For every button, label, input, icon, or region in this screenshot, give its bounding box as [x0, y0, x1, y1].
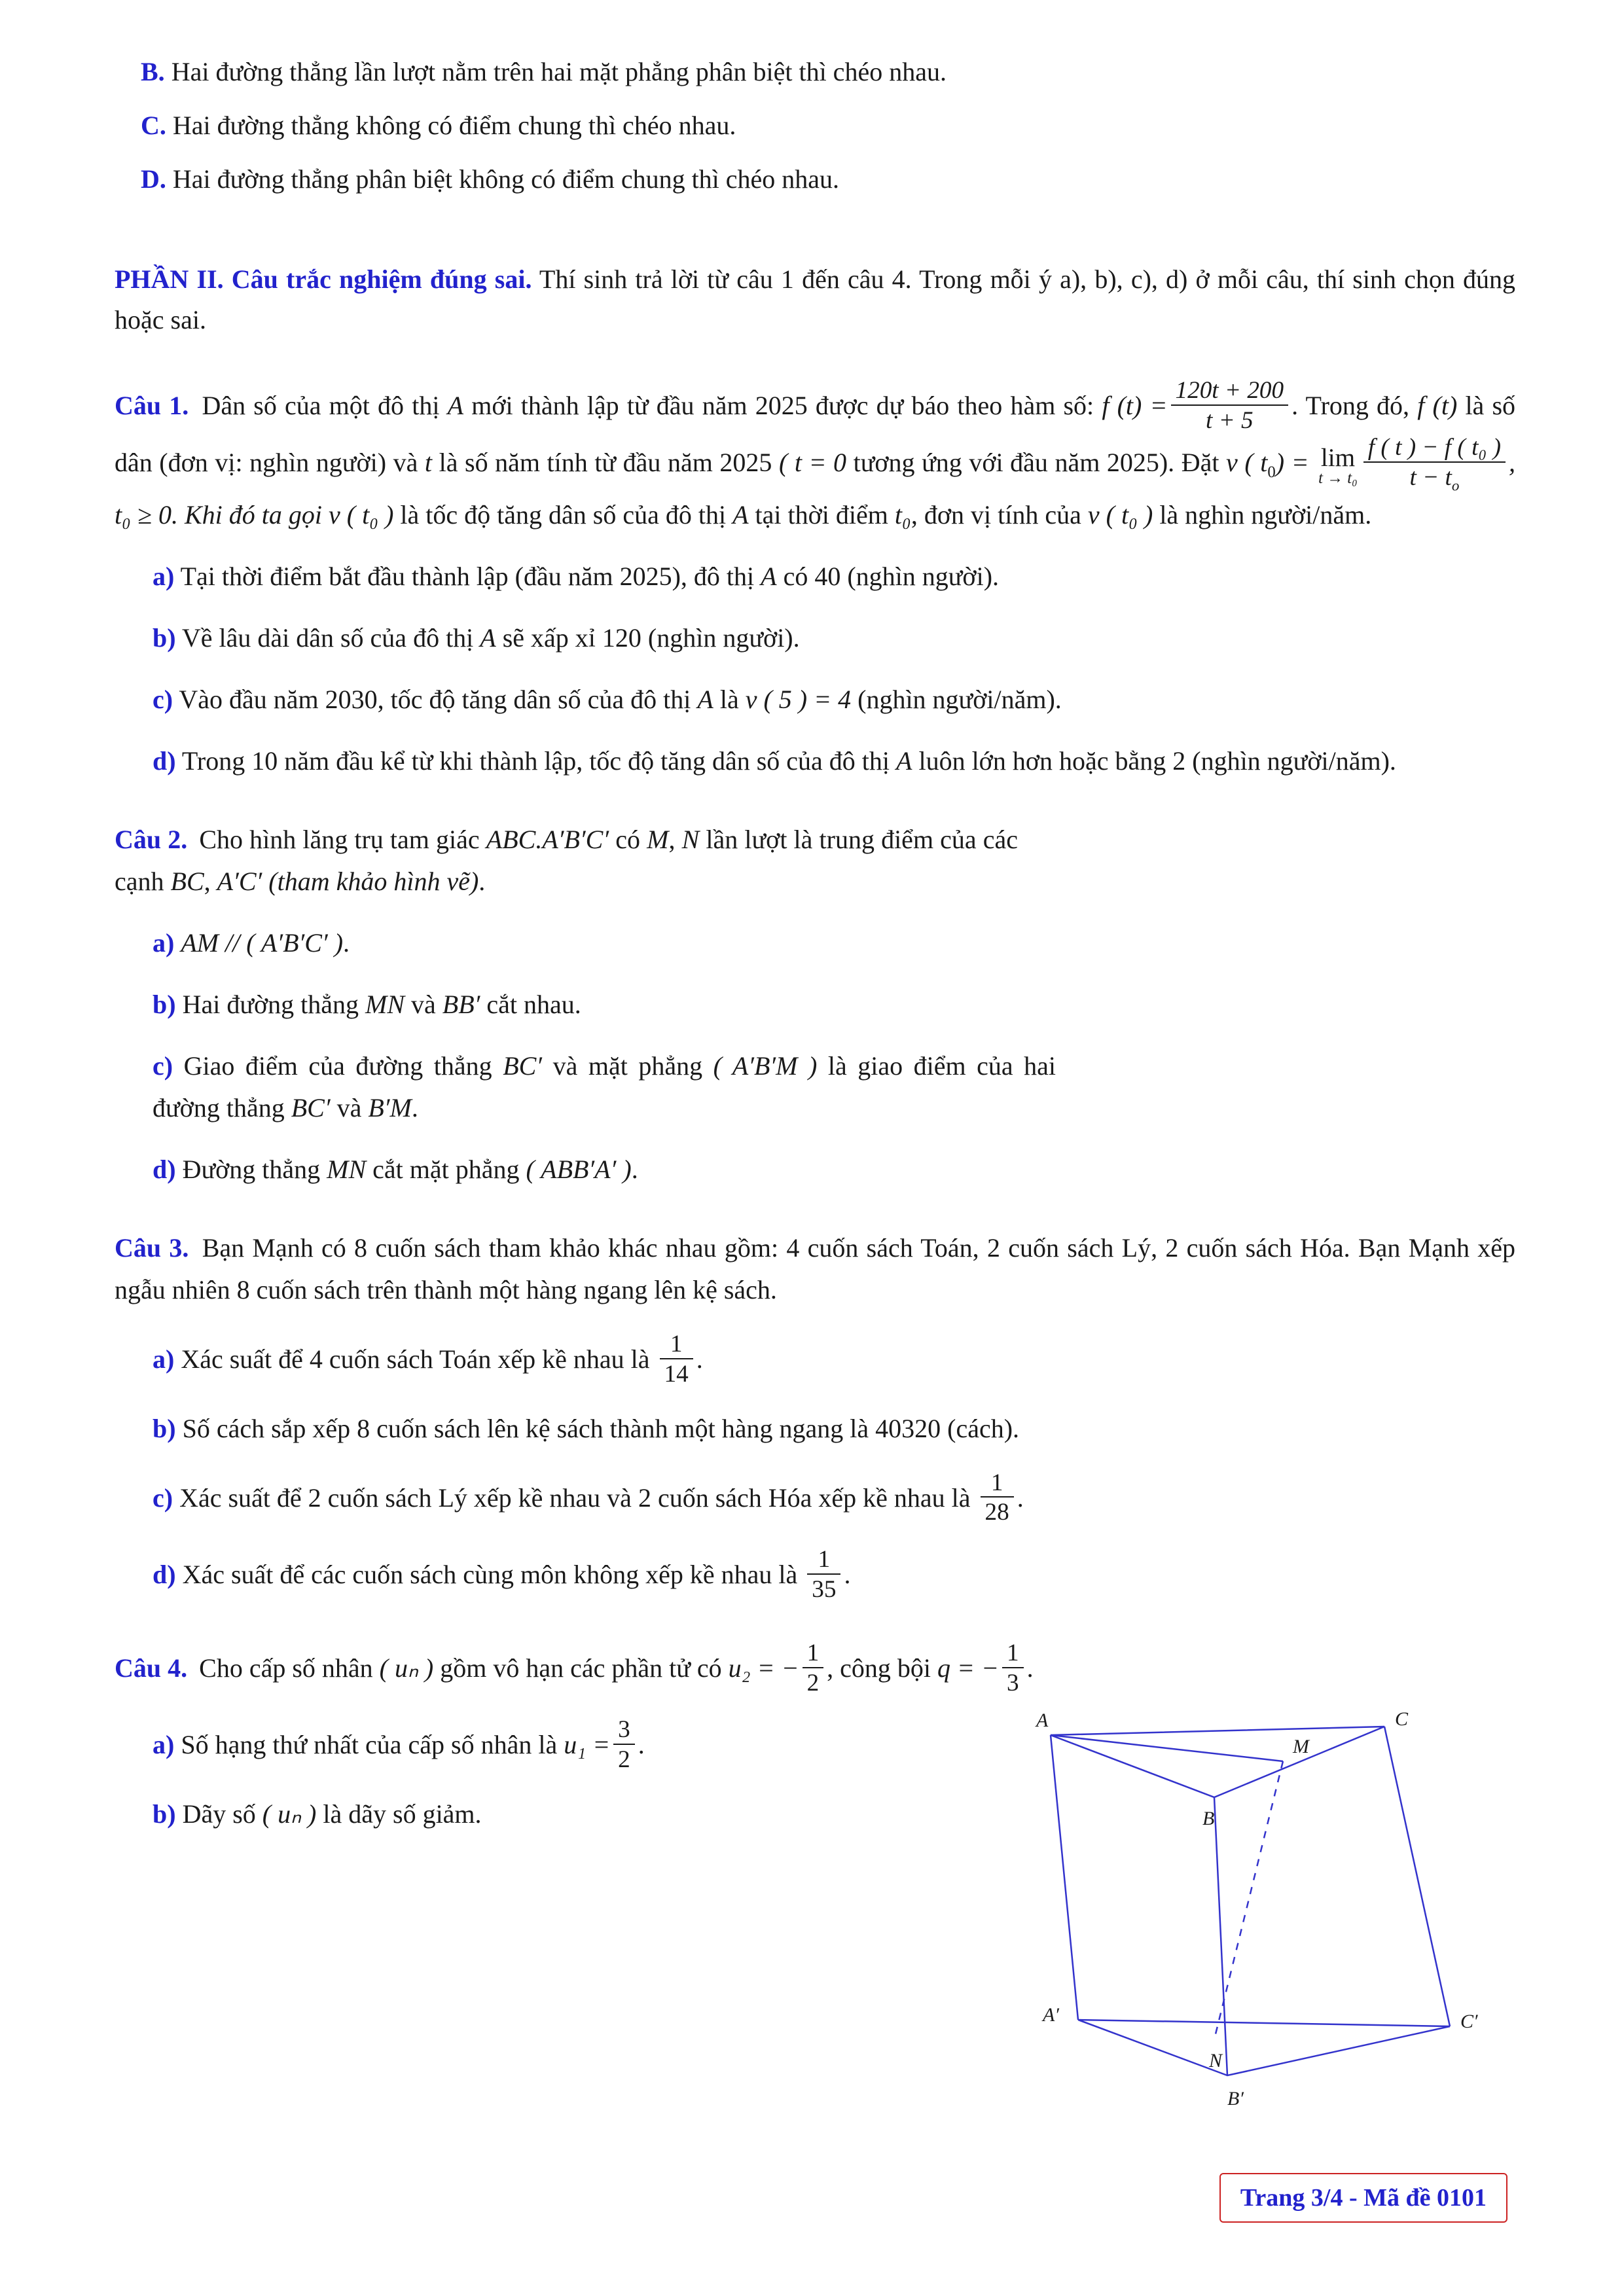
q2-sub-c-m1: BC′ — [503, 1051, 543, 1081]
q1-text-9: tại thời điểm — [755, 500, 888, 530]
q1-sub-c-text: Vào đầu năm 2030, tốc độ tăng dân số của đô thị — [179, 685, 691, 715]
q2-sub-b-m1: MN — [365, 990, 405, 1020]
q3-sub-c-text: Xác suất để 2 cuốn sách Lý xếp kề nhau và 2 cuốn sách Hóa xếp kề nhau là — [179, 1482, 971, 1513]
q3-sub-a-num: 1 — [670, 1331, 683, 1358]
label-N: N — [1209, 2050, 1223, 2072]
bottom-face — [1078, 2020, 1450, 2075]
q1-formula-fraction — [1171, 377, 1289, 434]
q4-u2: u₂ = − — [728, 1653, 799, 1683]
section-heading-title: PHẦN II. Câu trắc nghiệm đúng sai. — [115, 264, 532, 294]
q2-sub-d-text3: . — [631, 1155, 638, 1185]
q1-limit-fraction — [1363, 434, 1506, 494]
question-3-label: Câu 3. — [115, 1233, 189, 1263]
q4-sub-a-num: 3 — [618, 1716, 630, 1744]
q3-sub-a-label: a) — [153, 1344, 175, 1374]
q4-sub-b-text: Dãy số — [182, 1799, 256, 1829]
question-2-sub-d — [153, 1149, 1056, 1191]
question-3-sub-b — [153, 1408, 1515, 1450]
q1-limit-den-main: t − t — [1409, 463, 1452, 491]
question-2-sub-a — [153, 922, 1056, 964]
q1-sub-d-label: d) — [153, 746, 176, 776]
question-2-stem: Câu 2. Cho hình lăng trụ tam giác ABC.A′B′C′ có M, N lần lượt là trung điểm của các cạnh BC, A′C′ (tham khảo hình vẽ). — [115, 825, 1019, 897]
q3-sub-c-label: c) — [153, 1482, 173, 1513]
label-Aprime: A′ — [1043, 2004, 1059, 2026]
question-1-sub-b — [153, 617, 1515, 659]
q3-sub-c-den: 28 — [981, 1496, 1014, 1526]
q3-sub-c-num: 1 — [990, 1469, 1003, 1496]
q4-sub-a-m: u₁ = — [564, 1730, 611, 1760]
q3-sub-a-text: Xác suất để 4 cuốn sách Toán xếp kề nhau là — [181, 1344, 650, 1374]
q1-formula-denominator: t + 5 — [1171, 404, 1289, 435]
label-M: M — [1293, 1736, 1309, 1758]
q3-sub-b-label: b) — [153, 1413, 176, 1443]
question-1-label: Câu 1. — [115, 390, 189, 420]
q1-sub-c-math: v ( 5 ) = 4 — [745, 685, 852, 715]
q4-u2-fraction — [803, 1640, 824, 1696]
q1-limit-denominator — [1363, 461, 1506, 494]
q3-sub-d-tail: . — [844, 1559, 851, 1589]
question-2-label: Câu 2. — [115, 825, 188, 855]
edge-C-Cprime — [1384, 1727, 1450, 2026]
q3-sub-a-den: 14 — [660, 1358, 693, 1388]
q3-sub-c-fraction — [981, 1469, 1014, 1526]
option-c — [141, 106, 1515, 145]
q1-sub-a-text2: có 40 (nghìn người). — [783, 562, 1000, 592]
q4-q-den: 3 — [1002, 1667, 1024, 1697]
q1-formula-numerator: 120t + 200 — [1175, 377, 1284, 404]
edge-Aprime-Cprime — [1078, 2020, 1450, 2026]
q1-sub-c-text2: là — [719, 685, 739, 715]
q4-q: q = − — [937, 1653, 1000, 1683]
q1-v-2: v ( t₀ ) — [1087, 500, 1153, 530]
question-3-stem — [115, 1227, 1515, 1311]
q3-sub-c-tail: . — [1017, 1482, 1024, 1513]
q2-sub-d-m2: ( ABB′A′ ) — [526, 1155, 632, 1185]
q4-sub-b-m: ( uₙ ) — [262, 1799, 317, 1829]
q1-t: t — [424, 448, 433, 478]
q4-seq: ( uₙ ) — [379, 1653, 434, 1683]
option-c-label: C. — [141, 111, 166, 140]
q2-sub-a-label: a) — [153, 928, 175, 958]
q3-sub-d-den: 35 — [807, 1573, 840, 1604]
q1-text-2: mới thành lập từ đầu năm 2025 được dự báo theo hàm số: — [471, 390, 1094, 420]
q2-sub-b-m2: BB′ — [442, 990, 480, 1020]
q2-sub-b-text: Hai đường thẳng — [182, 990, 359, 1020]
q2-sub-c-text3: là giao điểm của hai đường thẳng — [153, 1051, 1056, 1123]
q2-text-2: có — [615, 825, 640, 855]
q4-q-fraction — [1002, 1640, 1024, 1696]
option-b-label: B. — [141, 57, 165, 86]
q1-text-4: là số dân (đơn vị: nghìn người) và — [115, 390, 1516, 478]
q1-text-6: tương ứng với đầu năm 2025). Đặt — [853, 448, 1219, 478]
edge-A-Aprime — [1051, 1735, 1078, 2020]
q2-sub-d-text: Đường thẳng — [182, 1155, 321, 1185]
q1-ft: f (t) — [1417, 390, 1458, 420]
q1-text-10: , đơn vị tính của — [911, 500, 1081, 530]
question-2-sub-c — [153, 1045, 1056, 1129]
question-1-sub-c — [153, 679, 1515, 721]
q2-sub-c-m2: ( A′B′M ) — [713, 1051, 818, 1081]
q1-text-3: . Trong đó, — [1291, 390, 1410, 420]
question-2-sub-b — [153, 984, 1056, 1026]
question-1-stem — [115, 377, 1515, 536]
q2-sub-c-text4: và — [336, 1093, 362, 1123]
q1-sub-c-mid: A — [697, 685, 713, 715]
q1-limit-sub: t → t₀ — [1318, 469, 1358, 488]
q2-sub-c-text2: và mặt phẳng — [552, 1051, 703, 1081]
label-Cprime: C′ — [1460, 2011, 1478, 2033]
q3-sub-d-num: 1 — [818, 1545, 831, 1573]
q2-sub-b-label: b) — [153, 990, 176, 1020]
q2-sub-a-math: AM // ( A′B′C′ ) — [181, 928, 344, 958]
option-b — [141, 52, 1515, 92]
q3-sub-a-fraction — [660, 1331, 693, 1388]
q1-text-11: là nghìn người/năm. — [1159, 500, 1372, 530]
q1-sub-a-text: Tại thời điểm bắt đầu thành lập (đầu năm 2025), đô thị — [180, 562, 755, 592]
q1-text-7: , t₀ ≥ 0. Khi đó ta gọi — [115, 448, 1516, 530]
q2-note: (tham khảo hình vẽ) — [268, 867, 479, 897]
q1-v: v ( t₀ ) — [329, 500, 394, 530]
q2-N: N — [681, 825, 700, 855]
q3-sub-d-fraction — [807, 1546, 840, 1603]
q2-sub-c-m3: BC′ — [291, 1093, 331, 1123]
question-1-sub-a — [153, 556, 1515, 598]
question-3-sub-d — [153, 1546, 1515, 1603]
q1-limit — [1318, 445, 1358, 487]
q4-sub-a-label: a) — [153, 1730, 175, 1760]
q2-sub-b-text2: và — [411, 990, 436, 1020]
q1-sub-c-text3: (nghìn người/năm). — [857, 685, 1062, 715]
q2-BC: BC — [170, 867, 204, 897]
question-4-stem — [115, 1640, 1515, 1696]
q1-text-5: là số năm tính từ đầu năm 2025 — [439, 448, 772, 478]
q1-sub-b-text2: sẽ xấp xỉ 120 (nghìn người). — [502, 623, 800, 653]
q3-sub-a-tail: . — [696, 1344, 703, 1374]
q4-text-1: Cho cấp số nhân — [199, 1653, 373, 1683]
option-d-label: D. — [141, 164, 166, 194]
q4-text-4: . — [1026, 1653, 1034, 1683]
q4-sub-a-den: 2 — [613, 1744, 635, 1774]
label-Bprime: B′ — [1227, 2088, 1244, 2110]
prism-figure — [1031, 1712, 1515, 2131]
q2-sub-d-label: d) — [153, 1155, 176, 1185]
q2-sub-c-text: Giao điểm của đường thẳng — [183, 1051, 492, 1081]
q4-sub-b-text2: là dãy số giảm. — [323, 1799, 482, 1829]
q4-sub-b-label: b) — [153, 1799, 176, 1829]
q1-sub-a-mid: A — [761, 562, 777, 592]
q1-sub-b-text: Về lâu dài dân số của đô thị — [181, 623, 474, 653]
q2-sub-d-text2: cắt mặt phẳng — [372, 1155, 520, 1185]
prism-figure-svg — [1031, 1712, 1515, 2131]
q1-t0: t₀ — [894, 500, 911, 530]
q1-sub-d-text: Trong 10 năm đầu kể từ khi thành lập, tốc độ tăng dân số của đô thị — [181, 746, 890, 776]
q1-v-def-sub: 0 — [1267, 463, 1276, 482]
label-A: A — [1036, 1712, 1049, 1732]
option-b-text: Hai đường thẳng lần lượt nằm trên hai mặt phẳng phân biệt thì chéo nhau. — [171, 57, 947, 86]
q1-t0-eq: ( t = 0 — [778, 448, 847, 478]
q1-sub-b-label: b) — [153, 623, 176, 653]
q4-q-num: 1 — [1007, 1640, 1019, 1667]
q4-text-2: gồm vô hạn các phần tử có — [440, 1653, 722, 1683]
q1-sub-a-label: a) — [153, 562, 175, 592]
dashed-M-N — [1214, 1761, 1283, 2039]
q2-sub-a-text: . — [343, 928, 350, 958]
question-3-sub-a — [153, 1331, 1515, 1388]
label-C: C — [1395, 1712, 1409, 1731]
q1-sub-d-text2: luôn lớn hơn hoặc bằng 2 (nghìn người/năm). — [918, 746, 1396, 776]
q4-u2-den: 2 — [803, 1667, 824, 1697]
question-4-label: Câu 4. — [115, 1653, 188, 1683]
q4-sub-a-text: Số hạng thứ nhất của cấp số nhân là — [181, 1730, 558, 1760]
option-d — [141, 160, 1515, 199]
q1-text-1: Dân số của một đô thị — [202, 390, 440, 420]
question-1-sub-d — [153, 740, 1515, 782]
question-3-sub-c — [153, 1469, 1515, 1526]
page-footer: Trang 3/4 - Mã đề 0101 — [1219, 2173, 1507, 2223]
q2-ACprime: A′C′ — [217, 867, 262, 897]
q4-sub-a-tail: . — [638, 1730, 645, 1760]
q2-text-4: . — [478, 867, 486, 897]
option-d-text: Hai đường thẳng phân biệt không có điểm chung thì chéo nhau. — [172, 164, 840, 194]
q1-sub-b-mid: A — [480, 623, 496, 653]
q4-sub-a-fraction — [613, 1716, 635, 1773]
label-B: B — [1202, 1808, 1215, 1830]
q2-text-3: lần lượt là trung điểm của các cạnh — [115, 825, 1019, 897]
page-content — [115, 52, 1516, 2110]
q2-sub-c-text5: . — [411, 1093, 418, 1123]
q1-A: A — [447, 390, 464, 420]
q2-sub-c-label: c) — [153, 1051, 173, 1081]
q2-sub-d-m1: MN — [327, 1155, 367, 1185]
q1-A-2: A — [732, 500, 749, 530]
q3-sub-d-label: d) — [153, 1559, 176, 1589]
q2-comma: , — [668, 825, 676, 855]
q1-formula-f: f (t) = — [1102, 390, 1168, 420]
q4-text-3: , công bội — [827, 1653, 931, 1683]
top-face — [1051, 1727, 1384, 1797]
q1-limit-den-sub: o — [1451, 476, 1460, 494]
q1-text-8: là tốc độ tăng dân số của đô thị — [400, 500, 727, 530]
q2-prism: ABC.A′B′C′ — [486, 825, 609, 855]
q2-sub-b-text3: cắt nhau. — [486, 990, 581, 1020]
section-heading — [115, 259, 1515, 340]
q1-v-def-eq: ) = — [1275, 448, 1316, 478]
q2-sub-c-m4: B′M — [368, 1093, 412, 1123]
section-heading-instructions: Thí sinh trả lời từ câu 1 đến câu 4. Trong mỗi ý a), b), c), d) ở mỗi câu, thí sinh chọn đúng hoặc sai. — [115, 264, 1515, 334]
q1-limit-numerator: f ( t ) − f ( t₀ ) — [1367, 434, 1502, 461]
q4-u2-num: 1 — [806, 1640, 820, 1667]
q3-sub-d-text: Xác suất để các cuốn sách cùng môn không xếp kề nhau là — [182, 1559, 798, 1589]
q2-text-1: Cho hình lăng trụ tam giác — [199, 825, 480, 855]
q1-limit-label: lim — [1320, 443, 1356, 472]
q3-text: Bạn Mạnh có 8 cuốn sách tham khảo khác nhau gồm: 4 cuốn sách Toán, 2 cuốn sách Lý, 2 cuốn sách Hóa. Bạn Mạnh xếp ngẫu nhiên 8 cuốn sách trên thành một hàng ngang lên kệ sách. — [115, 1233, 1516, 1305]
q1-v-def-lhs: v ( t — [1226, 448, 1268, 478]
option-c-text: Hai đường thẳng không có điểm chung thì chéo nhau. — [172, 111, 736, 140]
q1-sub-c-label: c) — [153, 685, 173, 715]
q1-sub-d-mid: A — [896, 746, 912, 776]
q2-M: M — [647, 825, 669, 855]
q3-sub-b-text: Số cách sắp xếp 8 cuốn sách lên kệ sách thành một hàng ngang là 40320 (cách). — [182, 1413, 1020, 1443]
